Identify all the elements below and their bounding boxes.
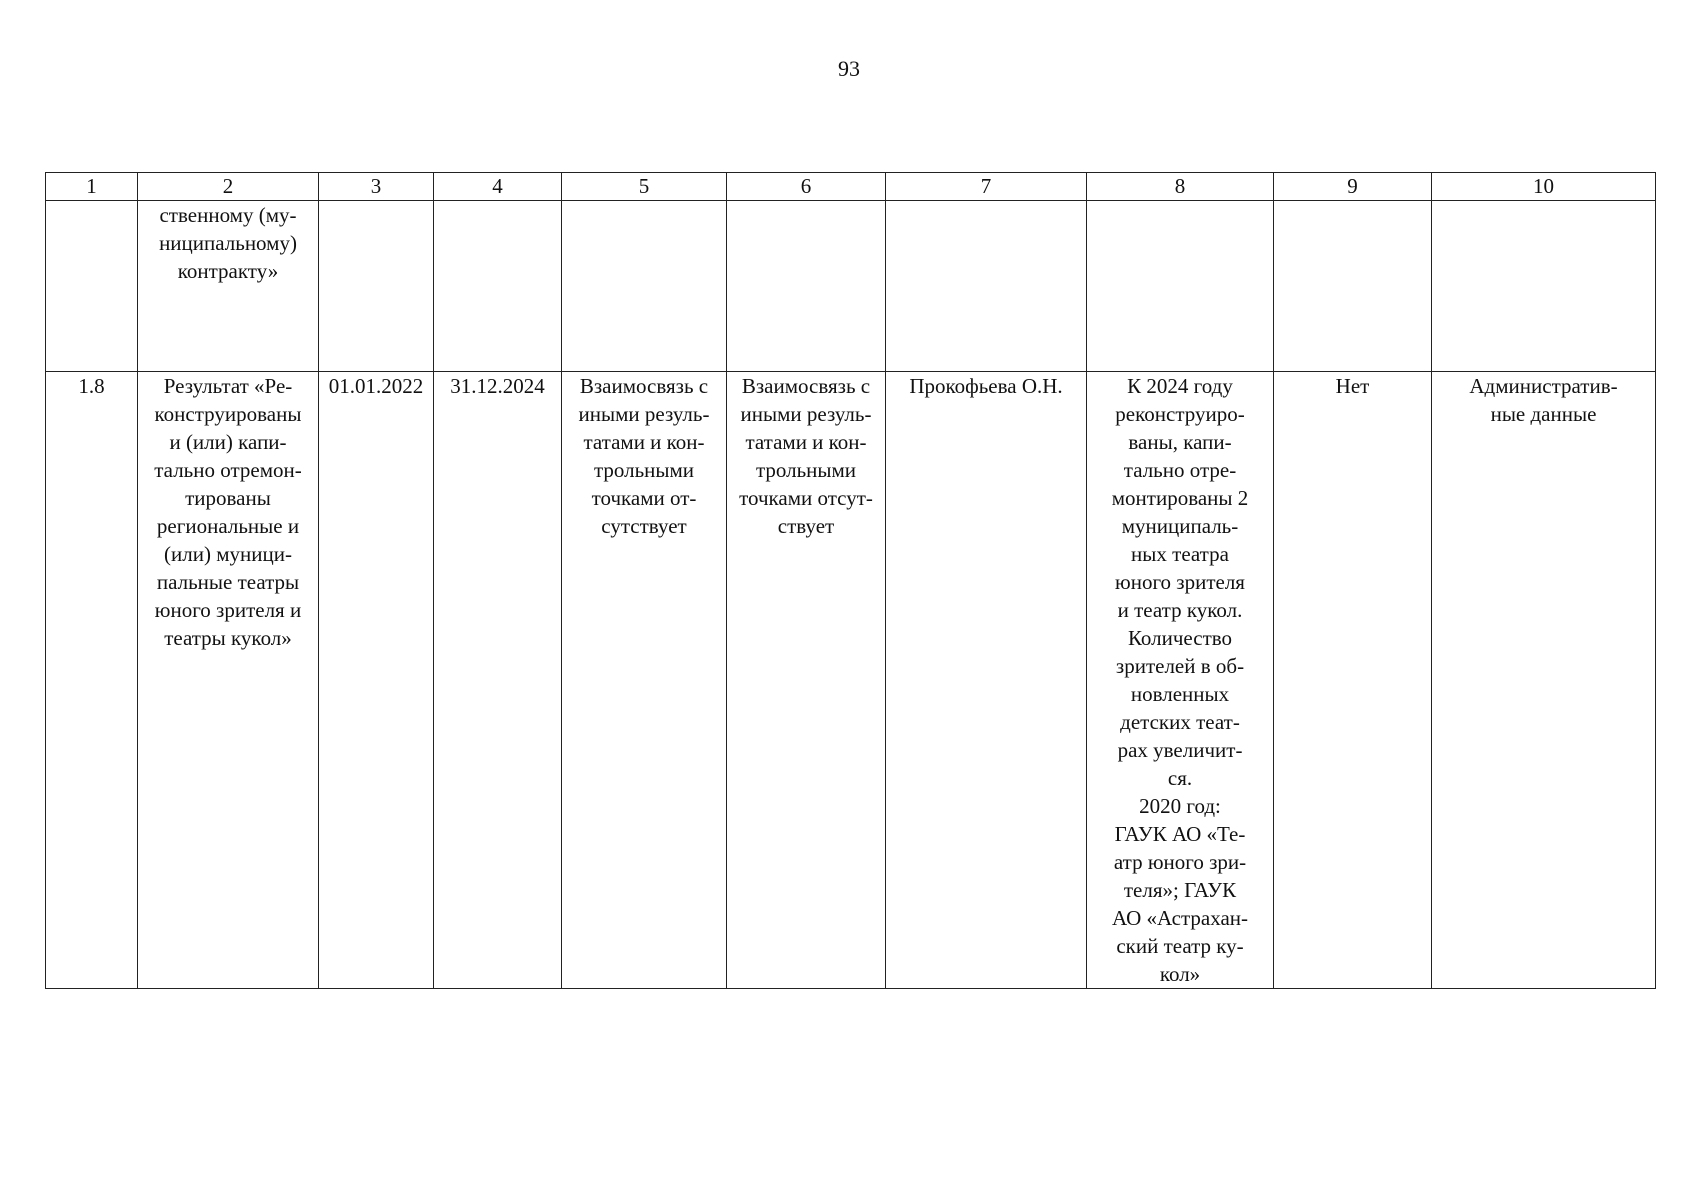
column-header-3: 3 <box>319 173 434 201</box>
page-number: 93 <box>838 56 860 81</box>
table-cell <box>886 201 1087 372</box>
column-header-7: 7 <box>886 173 1087 201</box>
column-header-8: 8 <box>1087 173 1274 201</box>
table-cell <box>319 201 434 372</box>
status-value: Нет <box>1335 374 1370 398</box>
relation-text: Взаимосвязь с иными резуль- татами и кон- трольными точками от- сутствует <box>578 374 710 538</box>
result-description: К 2024 году реконструиро- ваны, капи- тально отре- монтированы 2 муниципаль- ных театра юного зрителя и театр кукол. Количество зрителей в об- новленных детских теат- рах увеличит- ся. 2020 год: ГАУК АО «Те- атр юного зри- теля»; ГАУК АО «Астрахан- ский театр ку- кол» <box>1111 374 1249 986</box>
table-cell <box>434 372 562 989</box>
table-cell <box>562 372 727 989</box>
table-cell <box>562 201 727 372</box>
table-row <box>46 372 1656 989</box>
start-date: 01.01.2022 <box>328 374 424 398</box>
column-header-5: 5 <box>562 173 727 201</box>
table-cell <box>1087 201 1274 372</box>
document-table <box>45 172 1656 989</box>
column-header-10: 10 <box>1432 173 1656 201</box>
cell-text: ственному (му- ниципальному) контракту» <box>159 203 297 283</box>
table-cell <box>138 372 319 989</box>
table-cell <box>46 201 138 372</box>
responsible-person: Прокофьева О.Н. <box>909 374 1063 398</box>
column-header-6: 6 <box>727 173 886 201</box>
table-cell <box>319 372 434 989</box>
table-cell <box>1087 372 1274 989</box>
row-number: 1.8 <box>78 374 105 398</box>
table-cell <box>727 372 886 989</box>
result-name: Результат «Ре- конструированы и (или) капи- тально отремон- тированы региональные и (или) муници- пальные театры юного зрителя и театры кукол» <box>154 374 302 650</box>
column-header-1: 1 <box>46 173 138 201</box>
table-cell <box>727 201 886 372</box>
table-cell <box>46 372 138 989</box>
end-date: 31.12.2024 <box>450 374 545 398</box>
table-cell <box>1432 372 1656 989</box>
column-header-4: 4 <box>434 173 562 201</box>
column-header-9: 9 <box>1274 173 1432 201</box>
header-row <box>46 173 1656 201</box>
table-cell <box>138 201 319 372</box>
table-cell <box>886 372 1087 989</box>
table-row <box>46 201 1656 372</box>
table-cell <box>1274 372 1432 989</box>
data-source: Административ- ные данные <box>1469 374 1618 426</box>
relation-text: Взаимосвязь с иными резуль- татами и кон- трольными точками отсут- ствует <box>739 374 873 538</box>
column-header-2: 2 <box>138 173 319 201</box>
table-cell <box>1274 201 1432 372</box>
table-cell <box>434 201 562 372</box>
table-cell <box>1432 201 1656 372</box>
